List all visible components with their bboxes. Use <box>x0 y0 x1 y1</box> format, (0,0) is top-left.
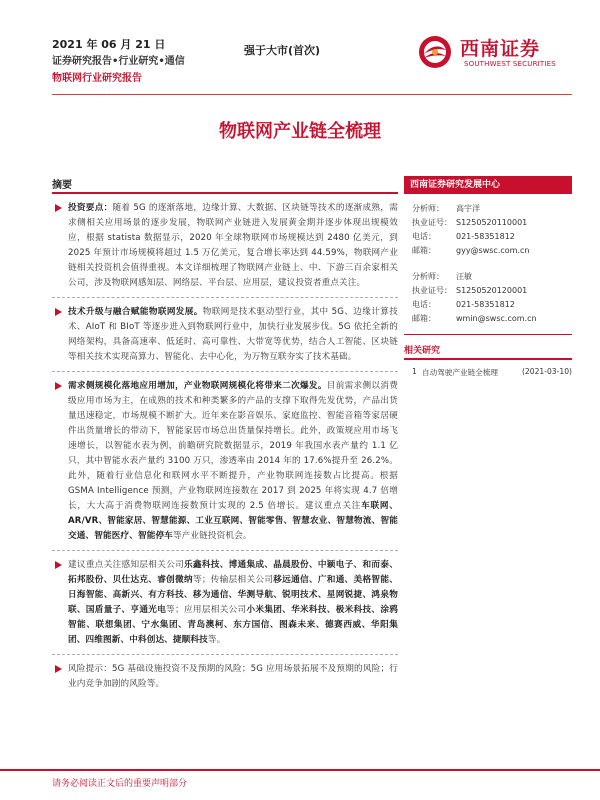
focus-sectors: 车联网、AR/VR、智能家居、智慧能源、工业互联网、智能零售、智慧农业、智慧物流、智能交通、智能医疗、智能停车 <box>68 501 399 541</box>
summary-paragraph-investment <box>52 201 398 291</box>
summary-label: 摘要 <box>52 180 72 191</box>
cert-label: 执业证号： <box>412 218 452 227</box>
cert-number: S1250520110001 <box>456 218 528 227</box>
role-label: 分析师： <box>412 204 444 213</box>
related-title: 自动驾驶产业链全梳理 <box>422 368 498 377</box>
summary-paragraph-companies <box>52 558 398 648</box>
application-layer-companies: 小米集团、华米科技、极米科技、涂鸦智能、联想集团、宁水集团、青岛澳柯、东方国信、图森未来、德赛西威、华阳集团、四维图新、中科创达、捷顺科技 <box>68 605 398 645</box>
paragraph-text: 等。 <box>207 635 226 645</box>
paragraph-divider <box>52 371 398 372</box>
sidebar-divider <box>404 334 572 335</box>
analyst-name: 汪敏 <box>456 272 472 281</box>
phone-number: 021-58351812 <box>456 232 515 241</box>
header-meta <box>52 36 185 87</box>
email-label: 邮箱： <box>412 314 436 323</box>
transport-layer-companies: 移远通信、广和通、美格智能、日海智能、高新兴、有方科技、移为通信、华测导航、锐明技术、星网锐捷、鸿泉物联、国盾量子、亨通光电 <box>68 575 398 615</box>
report-type: 证券研究报告•行业研究•通信 <box>52 56 185 67</box>
logo-name-en: SOUTHWEST SECURITIES <box>464 60 556 68</box>
analyst-name: 高宇洋 <box>456 204 480 213</box>
related-research-label: 相关研究 <box>404 346 441 356</box>
role-label: 分析师： <box>412 272 444 281</box>
email-label: 邮箱： <box>412 246 436 255</box>
report-series: 物联网行业研究报告 <box>52 73 142 84</box>
related-research-item[interactable] <box>404 360 572 378</box>
paragraph-text: 目前需求侧以消费级应用市场为主，在成熟的技术和种类繁多的产品的支撑下取得先发优势，产品出货量迅速稳定，市场规模不断扩大。近年来在影音娱乐、家庭监控、智能音箱等家居硬件出货量增长的带动下，智能家居市场总出货量保持增长。此外，政策规应用市场飞速增长，以智能水表为例，前瞻研究院数据显示，2019 年我国水表产量约 1.1 亿只，其中智能水表产量约 3100 万只，渗透率由 2014 年的 17.6%提升至 26.2%。此外，随着行业信息化和联网水平不断提升，产业物联网连接数占比提高。根据 GSMA Intelligence 预测，产业物联网连接数在 2017 到 2025 年将实现 4.7 倍增长，大大高于消费物联网连接数预计实现的 2.5 倍增长。建议重点关注 <box>68 381 398 511</box>
paragraph-tail: 等产业链投资机会。 <box>172 531 252 541</box>
footer-divider <box>0 769 600 771</box>
cert-label: 执业证号： <box>412 286 452 295</box>
logo-name-cn: 西南证券 <box>460 38 541 60</box>
phone-label: 电话： <box>412 300 436 309</box>
paragraph-lead: 需求侧规模化落地应用增加，产业物联网规模化将带来二次爆发。 <box>68 381 327 391</box>
summary-paragraph-risk <box>52 662 398 692</box>
report-date: 2021 年 06 月 21 日 <box>52 38 166 51</box>
bullet-icon <box>55 308 62 316</box>
summary-divider <box>52 192 398 194</box>
bullet-icon <box>55 665 62 673</box>
paragraph-text: 建议重点关注感知层相关公司 <box>68 560 185 570</box>
summary-column <box>52 176 398 692</box>
paragraph-lead: 投资要点： <box>68 203 113 213</box>
rating: 强于大市(首次) <box>244 44 321 57</box>
cert-number: S1250520120001 <box>456 286 528 295</box>
sensing-layer-companies: 乐鑫科技、博通集成、晶晨股份、中颖电子、和而泰、拓邦股份、贝仕达克、睿创微纳 <box>68 560 398 585</box>
footer-disclaimer: 请务必阅读正文后的重要声明部分 <box>52 779 188 789</box>
paragraph-text: 等；传输层相关公司 <box>192 575 274 585</box>
paragraph-text: 随着 5G 的逐渐落地，边缘计算、大数据、区块链等技术的逐渐成熟，需求侧相关应用场景的逐步发展，物联网产业链进入发展黄金期并逐步体现出规模效应，根据 statista 数据显示，2020 年全球物联网市场规模达到 2480 亿美元，到 2025 年预计市场规模将超过 1.5 万亿美元，复合增长率达到 44.59%，物联网产业链相关投资机会值得重视。本文详细梳理了物联网产业链上、中、下游三百余家相关公司，涉及物联网感知层、网络层、平台层、应用层，建议投资者重点关注。 <box>68 203 398 288</box>
logo-mark-icon <box>418 35 452 69</box>
research-center-header: 西南证券研究发展中心 <box>404 176 572 194</box>
related-number: 1 <box>412 367 417 376</box>
company-logo <box>412 32 572 74</box>
paragraph-divider <box>52 654 398 655</box>
email-link[interactable]: wmin@swsc.com.cn <box>456 314 537 323</box>
summary-paragraph-tech <box>52 305 398 365</box>
paragraph-text: 等；应用层相关公司 <box>166 605 247 615</box>
summary-paragraph-demand <box>52 379 398 544</box>
analyst-card <box>404 194 572 262</box>
paragraph-text: 风险提示：5G 基础设施投资不及预期的风险；5G 应用场景拓展不及预期的风险；行业内竞争加剧的风险等。 <box>68 664 398 689</box>
bullet-icon <box>55 561 62 569</box>
analyst-card <box>404 262 572 330</box>
sidebar <box>404 176 572 378</box>
paragraph-text: 物联网是技术驱动型行业，其中 5G、边缘计算技术、AIoT 和 BIoT 等逐步进入到物联网行业中，加快行业发展步伐。5G 依托全新的网络架构，具备高速率、低延时、高可靠性、大带宽等优势，结合人工智能、区块链等相关技术实现高算力、智能化、去中心化，为万物互联夯实了技术基础。 <box>68 307 398 362</box>
bullet-icon <box>55 382 62 390</box>
bullet-icon <box>55 204 62 212</box>
email-link[interactable]: gyy@swsc.com.cn <box>456 246 530 255</box>
related-date: (2021-03-10) <box>521 367 572 376</box>
paragraph-divider <box>52 297 398 298</box>
report-title: 物联网产业链全梳理 <box>219 121 381 142</box>
paragraph-divider <box>52 550 398 551</box>
phone-number: 021-58351812 <box>456 300 515 309</box>
phone-label: 电话： <box>412 232 436 241</box>
header-divider <box>52 94 572 95</box>
paragraph-lead: 技术升级与融合赋能物联网发展。 <box>68 307 203 317</box>
